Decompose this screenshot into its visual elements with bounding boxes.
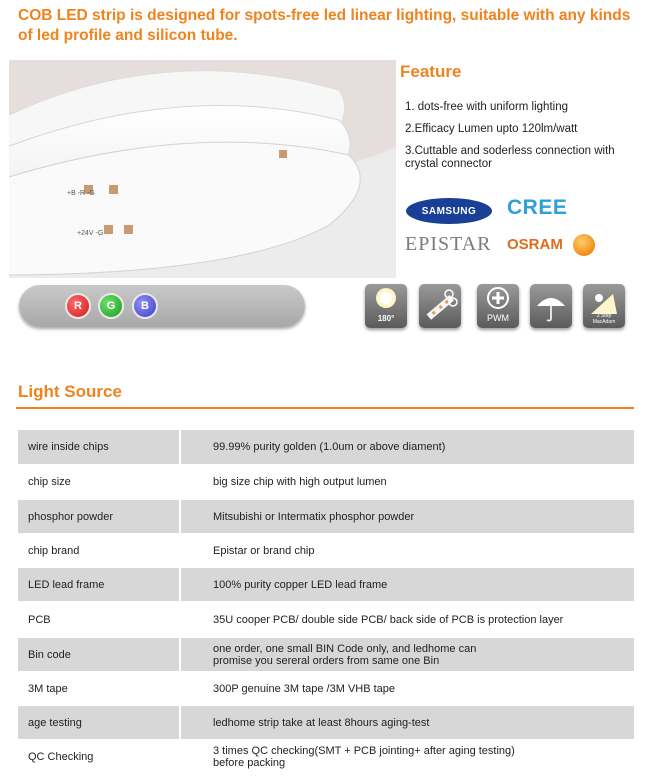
spec-value: big size chip with high output lumen <box>213 476 387 488</box>
spec-label: wire inside chips <box>18 430 179 464</box>
epistar-logo: EPISTAR <box>405 233 492 255</box>
spec-value: 3 times QC checking(SMT + PCB jointing+ after aging testing) before packing <box>213 744 515 769</box>
table-row <box>18 568 634 601</box>
solder-pad <box>104 225 113 234</box>
feature-list <box>405 101 645 180</box>
led-strip-illustration <box>9 60 396 278</box>
solder-pad <box>109 185 118 194</box>
spec-value: Epistar or brand chip <box>213 544 315 557</box>
light-source-title: Light Source <box>18 382 122 401</box>
table-row <box>18 533 634 568</box>
spec-value: 100% purity copper LED lead frame <box>181 568 634 601</box>
table-row <box>18 638 634 671</box>
table-row <box>18 739 634 774</box>
spec-label: PCB <box>28 613 51 626</box>
spec-label: phosphor powder <box>18 500 179 533</box>
macadam-icon <box>583 284 625 328</box>
spec-value: 35U cooper PCB/ double side PCB/ back side of PCB is protection layer <box>213 613 564 626</box>
spec-label: 3M tape <box>28 682 68 695</box>
strip-label-top: +B -R -G <box>67 190 95 197</box>
spec-table <box>18 430 634 774</box>
pwm-icon <box>477 284 519 328</box>
strip-label-bottom: +24V -G <box>77 230 104 237</box>
rgb-dot-red: R <box>65 293 91 319</box>
spec-value: Mitsubishi or Intermatix phosphor powder <box>181 500 634 533</box>
osram-bulb-icon <box>573 234 595 256</box>
rgb-dot-blue: B <box>132 293 158 319</box>
spec-label: LED lead frame <box>18 568 179 601</box>
spec-value: 300P genuine 3M tape /3M VHB tape <box>213 682 396 695</box>
table-row <box>18 671 634 706</box>
spec-label: chip brand <box>28 544 80 557</box>
beam-angle-label: 180° <box>377 314 395 323</box>
table-row <box>18 430 634 464</box>
table-row <box>18 500 634 533</box>
feature-item: 2.Efficacy Lumen upto 120lm/watt <box>405 123 578 135</box>
solder-pad <box>124 225 133 234</box>
spec-value: ledhome strip take at least 8hours aging-test <box>181 706 634 739</box>
samsung-logo: SAMSUNG <box>406 198 492 224</box>
section-divider <box>16 407 634 409</box>
spec-label: chip size <box>28 476 71 488</box>
product-photo <box>9 60 396 278</box>
spec-value: one order, one small BIN Code only, and ledhome can promise you sereral orders from same one Bin <box>181 638 634 671</box>
spec-label: Bin code <box>18 638 179 671</box>
beam-angle-icon <box>365 284 407 328</box>
macadam-label: 3 Step MacAdam <box>592 313 616 325</box>
headline: COB LED strip is designed for spots-free led linear lighting, suitable with any kinds of led profile and silicon tube. <box>18 7 631 44</box>
pwm-label: PWM <box>487 313 509 323</box>
feature-item: 1. dots-free with uniform lighting <box>405 101 568 113</box>
osram-logo: OSRAM <box>507 236 563 253</box>
feature-title: Feature <box>400 62 462 81</box>
spec-value: 99.99% purity golden (1.0um or above diament) <box>181 430 634 464</box>
spec-label: QC Checking <box>28 750 94 763</box>
feature-item: 3.Cuttable and soderless connection with crystal connector <box>405 145 615 170</box>
rgb-dot-green: G <box>98 293 124 319</box>
table-row <box>18 601 634 638</box>
spec-label: age testing <box>18 706 179 739</box>
solder-pad <box>279 150 287 158</box>
waterproof-icon <box>530 284 572 328</box>
cuttable-icon <box>419 284 461 328</box>
rgb-bar <box>19 285 305 327</box>
cree-logo: CREE <box>507 196 568 219</box>
table-row <box>18 706 634 739</box>
table-row <box>18 464 634 500</box>
